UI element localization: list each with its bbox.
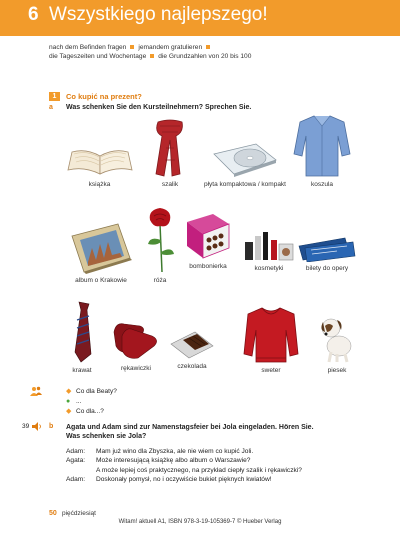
section-number: 1 [49,92,60,101]
item-caption: piesek [327,367,347,374]
speaker-name [66,466,96,475]
item-dog [314,312,360,374]
circle-bullet-icon: ● [66,398,71,405]
tie-icon [67,300,97,364]
task-a-instruction: Was schenken Sie den Kursteilnehmern? Sprechen Sie. [66,104,252,111]
speaker-name: Adam: [66,448,86,455]
item-caption: kosmetyki [254,265,284,272]
item-caption: rękawiczki [121,365,151,372]
pair-work-icon [30,386,42,396]
item-caption: książka [88,181,111,188]
item-cosmetics [240,228,298,272]
item-tickets [296,236,358,272]
topic-item: die Grundzahlen von 20 bis 100 [158,53,252,60]
scarf-icon [150,118,190,178]
item-rose [140,206,180,284]
item-caption: sweter [261,367,281,374]
topic-item: jemandem gratulieren [138,44,203,51]
item-caption: bilety do opery [305,265,349,272]
item-caption: album o Krakowie [75,277,127,284]
item-scarf [140,118,200,188]
dialog-line: Adam: Mam już wino dla Zbyszka, ale nie wiem co kupić Joli. [66,448,254,455]
item-caption: róża [153,277,167,284]
chocolate-icon [169,330,215,360]
dialog-text [66,447,302,484]
dialog-line: A może lepiej coś praktycznego, na przykład ciepły szalik i rękawiczki? [66,466,302,475]
list-item: ◆ Co dla Beaty? [66,388,117,395]
item-cd [196,140,294,188]
speaker-name: Adam: [66,475,86,483]
diamond-bullet-icon: ◆ [66,408,72,415]
album-icon [68,222,134,274]
item-caption: bombonierka [189,263,227,270]
task-b-label: b [49,423,54,430]
task-b-instruction: Agata und Adam sind zur Namenstagsfeier bei Jola eingeladen. Hören Sie. Was schenken sie Jola? [66,424,314,440]
chapter-number: 6 [28,4,39,25]
item-chocolate-box [180,212,236,270]
item-book [62,144,137,188]
chapter-header [0,0,400,36]
dialog-line: Adam: Doskonały pomysł, no i oczywiście bukiet pięknych kwiatów! [66,475,272,483]
topic-item: nach dem Befinden fragen [49,44,127,51]
diamond-bullet-icon: ◆ [66,388,72,395]
footer-credit: Witam! aktuell A1, ISBN 978-3-19-105369-7 © Hueber Verlag [118,519,282,525]
item-sweater [240,304,302,374]
bullet-square-icon [206,45,210,49]
book-icon [66,144,134,178]
page-number: 50 [49,510,57,517]
list-item: ◆ Co dla...? [66,408,104,415]
discussion-prompts [66,387,117,417]
page-number-word: pięćdziesiąt [62,510,96,517]
item-caption: czekolada [177,363,207,370]
chocolate-box-icon [183,212,233,260]
item-shirt [290,112,354,188]
gloves-icon [110,318,162,362]
item-caption: krawat [72,367,92,374]
bullet-square-icon [130,45,134,49]
rose-icon [140,206,180,274]
item-caption: płyta kompaktowa / kompakt [203,181,286,188]
list-item: ● ... [66,398,82,405]
item-gloves [108,318,164,372]
cosmetics-icon [241,228,297,262]
speaker-icon [32,422,42,431]
sweater-icon [242,304,300,364]
section-title: Co kupić na prezent? [66,92,142,101]
bullet-square-icon [150,54,154,58]
topic-item: die Tageszeiten und Wochentage [49,53,147,60]
chapter-title: Wszystkiego najlepszego! [49,4,268,25]
item-album [62,222,140,284]
item-chocolate [168,330,216,370]
item-caption: koszula [310,181,334,188]
chapter-topics [49,43,369,61]
cd-icon [210,140,280,178]
item-tie [62,300,102,374]
dialog-line: Agata: Może interesującą książkę albo album o Warszawie? [66,457,251,465]
tickets-icon [297,236,357,262]
dog-icon [315,312,359,364]
item-caption: szalik [161,181,179,188]
shirt-icon [292,112,352,178]
speaker-name: Agata: [66,457,86,465]
task-a-label: a [49,104,53,111]
audio-track-number: 39 [22,423,30,430]
